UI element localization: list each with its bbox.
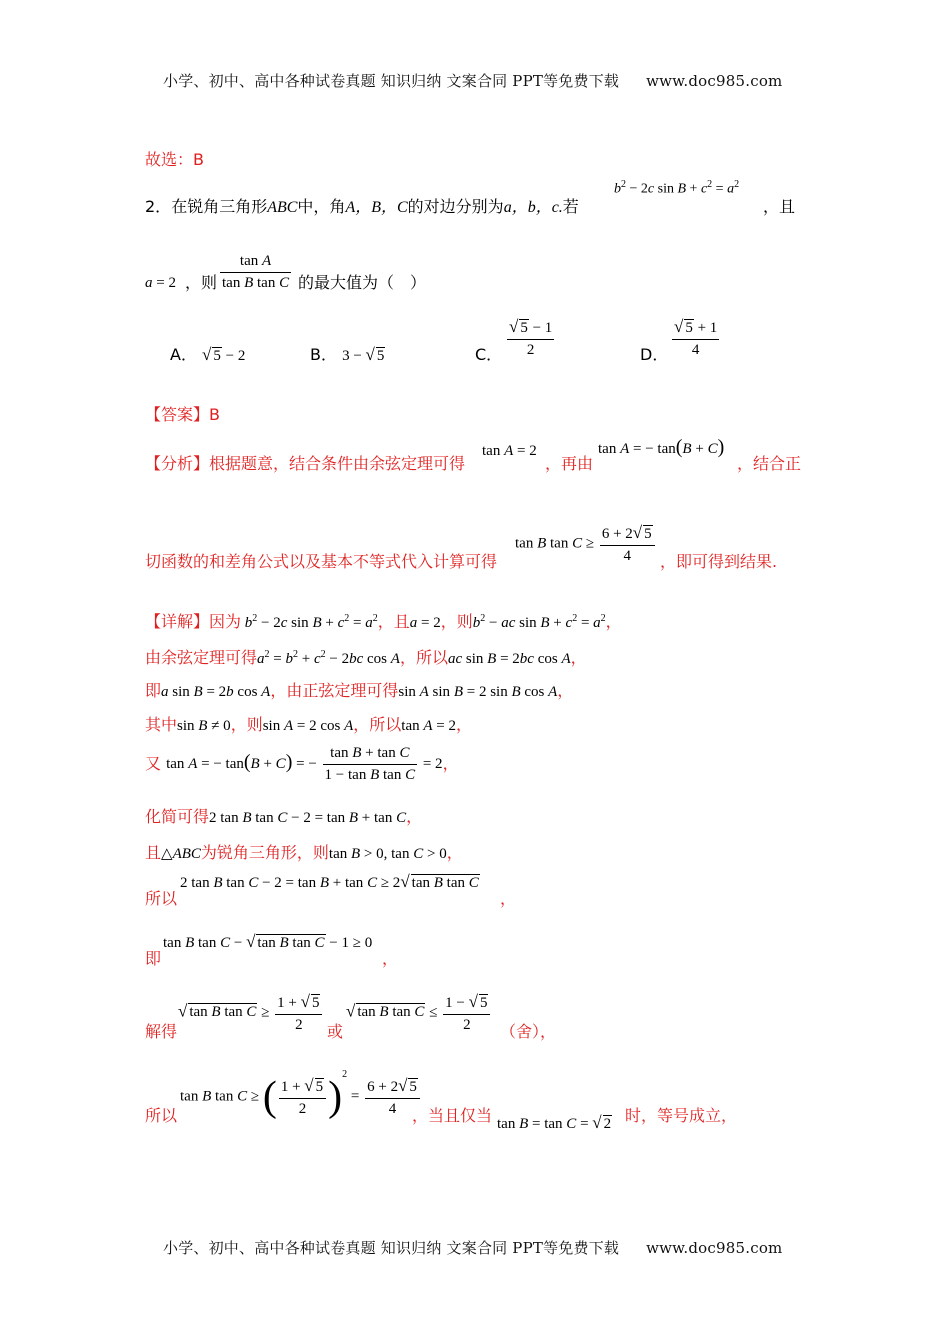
option-c-label[interactable]: C． — [475, 345, 503, 364]
detail-line-10-or: 或 — [327, 1022, 344, 1041]
detail-line-11-label: 所以 — [145, 1106, 178, 1125]
answer-label: 【答案】B — [145, 405, 220, 424]
question-qie: ，且 — [763, 197, 796, 216]
detail-line-10-eq-2: √ tan B tan C ≤ $\frac{1 - √ 5}{2}$ — [346, 992, 492, 1034]
analysis-eq-2: tan A = − tan(B + C) — [598, 436, 725, 458]
detail-line-4: 其中sin B ≠ 0，则sin A = 2 cos A，所以tan A = 2， — [145, 715, 473, 734]
detail-line-2: 由余弦定理可得$a^2 = b^2 + c^2 - 2bc$ cos A，所以ac sin B = 2bc cos A， — [145, 648, 587, 667]
given-equation: $b^2 - 2c$ $\sin B + c^2 = a^2$ — [614, 179, 740, 197]
analysis-t4: 切函数的和差角公式以及基本不等式代入计算可得 — [145, 552, 498, 571]
detail-line-6: 化简可得2 tan B tan C − 2 = tan B + tan C， — [145, 807, 423, 826]
question-line-1: 2．在锐角三角形ABC中，角A，B，C的对边分别为a，b，c.若 — [145, 197, 579, 216]
detail-line-11-cond: tan B = tan C = √ 2 — [497, 1113, 612, 1132]
header-text: 小学、初中、高中各种试卷真题 知识归纳 文案合同 PPT等免费下载 — [163, 72, 620, 90]
page-footer — [163, 1237, 782, 1258]
detail-line-8-eq: 2 tan B tan C − 2 = tan B + tan C ≥ 2√ tan B tan C — [180, 872, 479, 891]
analysis-eq-1: tan A = 2 — [482, 443, 537, 459]
header-site: www.doc985.com — [646, 72, 783, 90]
detail-line-9-eq: tan B tan C − √ tan B tan C − 1 ≥ 0 — [163, 932, 373, 951]
detail-line-8-end: ， — [500, 889, 517, 908]
detail-line-11-eq: tan B tan C ≥ ( $\frac{1 + √ 5}{2}$ )$^2$ = $\frac{6 + 2√ 5}{4}$ — [180, 1073, 422, 1121]
analysis-line-1: 【分析】根据题意，结合条件由余弦定理可得 — [145, 454, 466, 473]
option-a[interactable]: A． √ 5 − 2 — [170, 345, 246, 364]
footer-site: www.doc985.com — [646, 1239, 783, 1257]
analysis-t3: ，结合正 — [737, 454, 802, 473]
detail-line-9-label: 即 — [145, 949, 162, 968]
detail-line-10-end: （舍）， — [500, 1022, 557, 1041]
detail-line-7: 且△ABC为锐角三角形，则tan B > 0, tan C > 0， — [145, 843, 463, 862]
prev-answer: 故选：B — [145, 150, 204, 169]
detail-line-11-mid: ，当且仅当 — [412, 1106, 493, 1125]
analysis-t5: ，即可得到结果. — [660, 552, 778, 571]
detail-line-8-label: 所以 — [145, 889, 178, 908]
question-tail: 的最大值为（ ） — [298, 273, 427, 292]
given-a: a = 2 — [145, 275, 176, 291]
analysis-eq-3: tan B tan C ≥ $\frac{6 + 2√ 5}{4}$ — [515, 523, 657, 565]
question-ze: ，则 — [185, 273, 218, 292]
option-d-label[interactable]: D． — [640, 345, 669, 364]
analysis-t2: ，再由 — [545, 454, 594, 473]
page-header — [163, 70, 782, 91]
detail-line-5: 又 tan A = − tan(B + C) = − $\frac{\text{tan B + tan C}}{\text{1 − tan B tan C}}$ = 2， — [145, 745, 459, 783]
target-fraction: $\frac{\text{tan A}}{\text{tan B tan C}}$ — [222, 253, 290, 291]
detail-line-11-end: 时，等号成立， — [625, 1106, 738, 1125]
option-d-value: $\frac{√ 5 + 1}{4}$ — [674, 317, 718, 358]
detail-line-3: 即a sin B = 2b cos A，由正弦定理可得sin A sin B = 2 sin B cos A， — [145, 681, 574, 700]
option-c-value: $\frac{√ 5 - 1}{2}$ — [509, 317, 553, 358]
detail-line-10-eq-1: √ tan B tan C ≥ $\frac{1 + √ 5}{2}$ — [178, 992, 324, 1034]
footer-text: 小学、初中、高中各种试卷真题 知识归纳 文案合同 PPT等免费下载 — [163, 1239, 620, 1257]
detail-line-10-label: 解得 — [145, 1022, 178, 1041]
detail-line-1: 【详解】因为 $b^2 - 2c$ $\sin B + c^2 = a^2$，且a = 2，则$b^2$ − ac $\sin B + c^2 = a^2$， — [145, 612, 622, 631]
option-b[interactable]: B． 3 − √ 5 — [310, 345, 385, 364]
detail-line-9-end: ， — [382, 949, 399, 968]
